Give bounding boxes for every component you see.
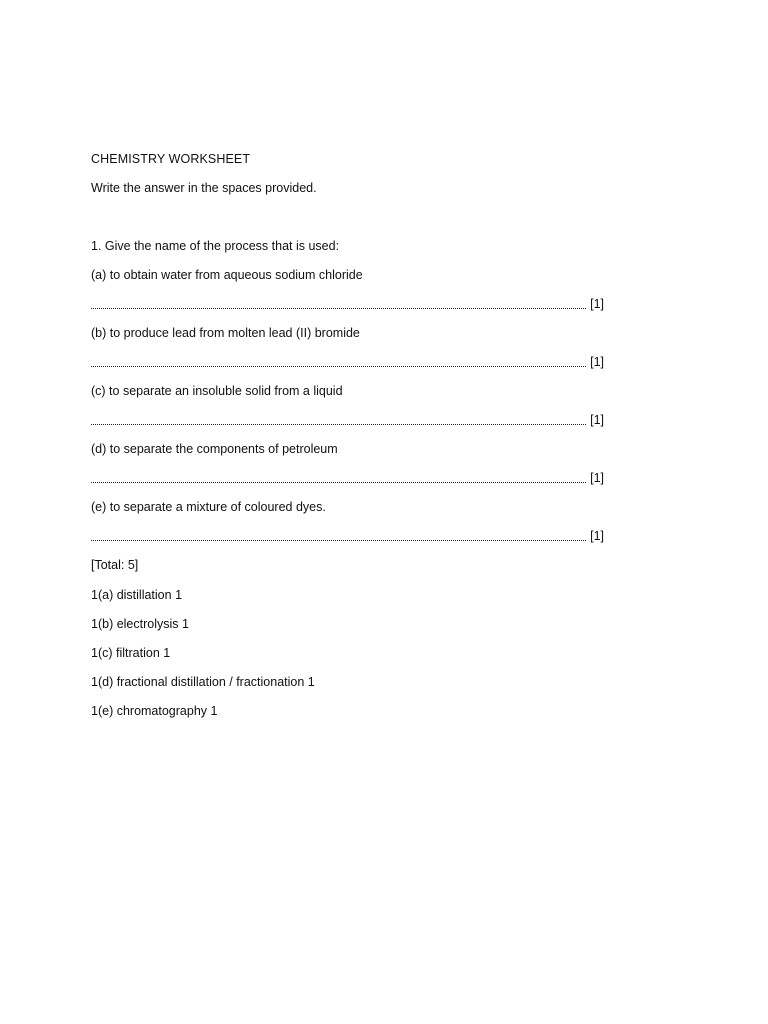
dotted-answer-space [91,366,586,367]
answer-key-item: 1(d) fractional distillation / fractionation 1 [91,675,315,689]
dotted-answer-space [91,482,586,483]
answer-key-item: 1(b) electrolysis 1 [91,617,189,631]
marks-label: [1] [590,413,604,427]
question-part-d: (d) to separate the components of petroleum [91,442,338,456]
answer-line-a[interactable] [91,297,604,312]
question-part-e: (e) to separate a mixture of coloured dyes. [91,500,326,514]
worksheet-title: CHEMISTRY WORKSHEET [91,152,251,166]
marks-label: [1] [590,297,604,311]
question-stem: 1. Give the name of the process that is used: [91,239,340,253]
worksheet-content [91,152,611,733]
answer-key-item: 1(a) distillation 1 [91,588,183,602]
instructions: Write the answer in the spaces provided. [91,181,317,195]
dotted-answer-space [91,308,586,309]
marks-label: [1] [590,355,604,369]
dotted-answer-space [91,424,586,425]
marks-label: [1] [590,529,604,543]
total-marks: [Total: 5] [91,558,139,572]
marks-label: [1] [590,471,604,485]
answer-line-e[interactable] [91,529,604,544]
answer-key-item: 1(e) chromatography 1 [91,704,218,718]
answer-line-b[interactable] [91,355,604,370]
dotted-answer-space [91,540,586,541]
answer-key-item: 1(c) filtration 1 [91,646,171,660]
answer-line-d[interactable] [91,471,604,486]
question-part-b: (b) to produce lead from molten lead (II) bromide [91,326,360,340]
answer-line-c[interactable] [91,413,604,428]
question-part-c: (c) to separate an insoluble solid from a liquid [91,384,343,398]
question-part-a: (a) to obtain water from aqueous sodium chloride [91,268,363,282]
